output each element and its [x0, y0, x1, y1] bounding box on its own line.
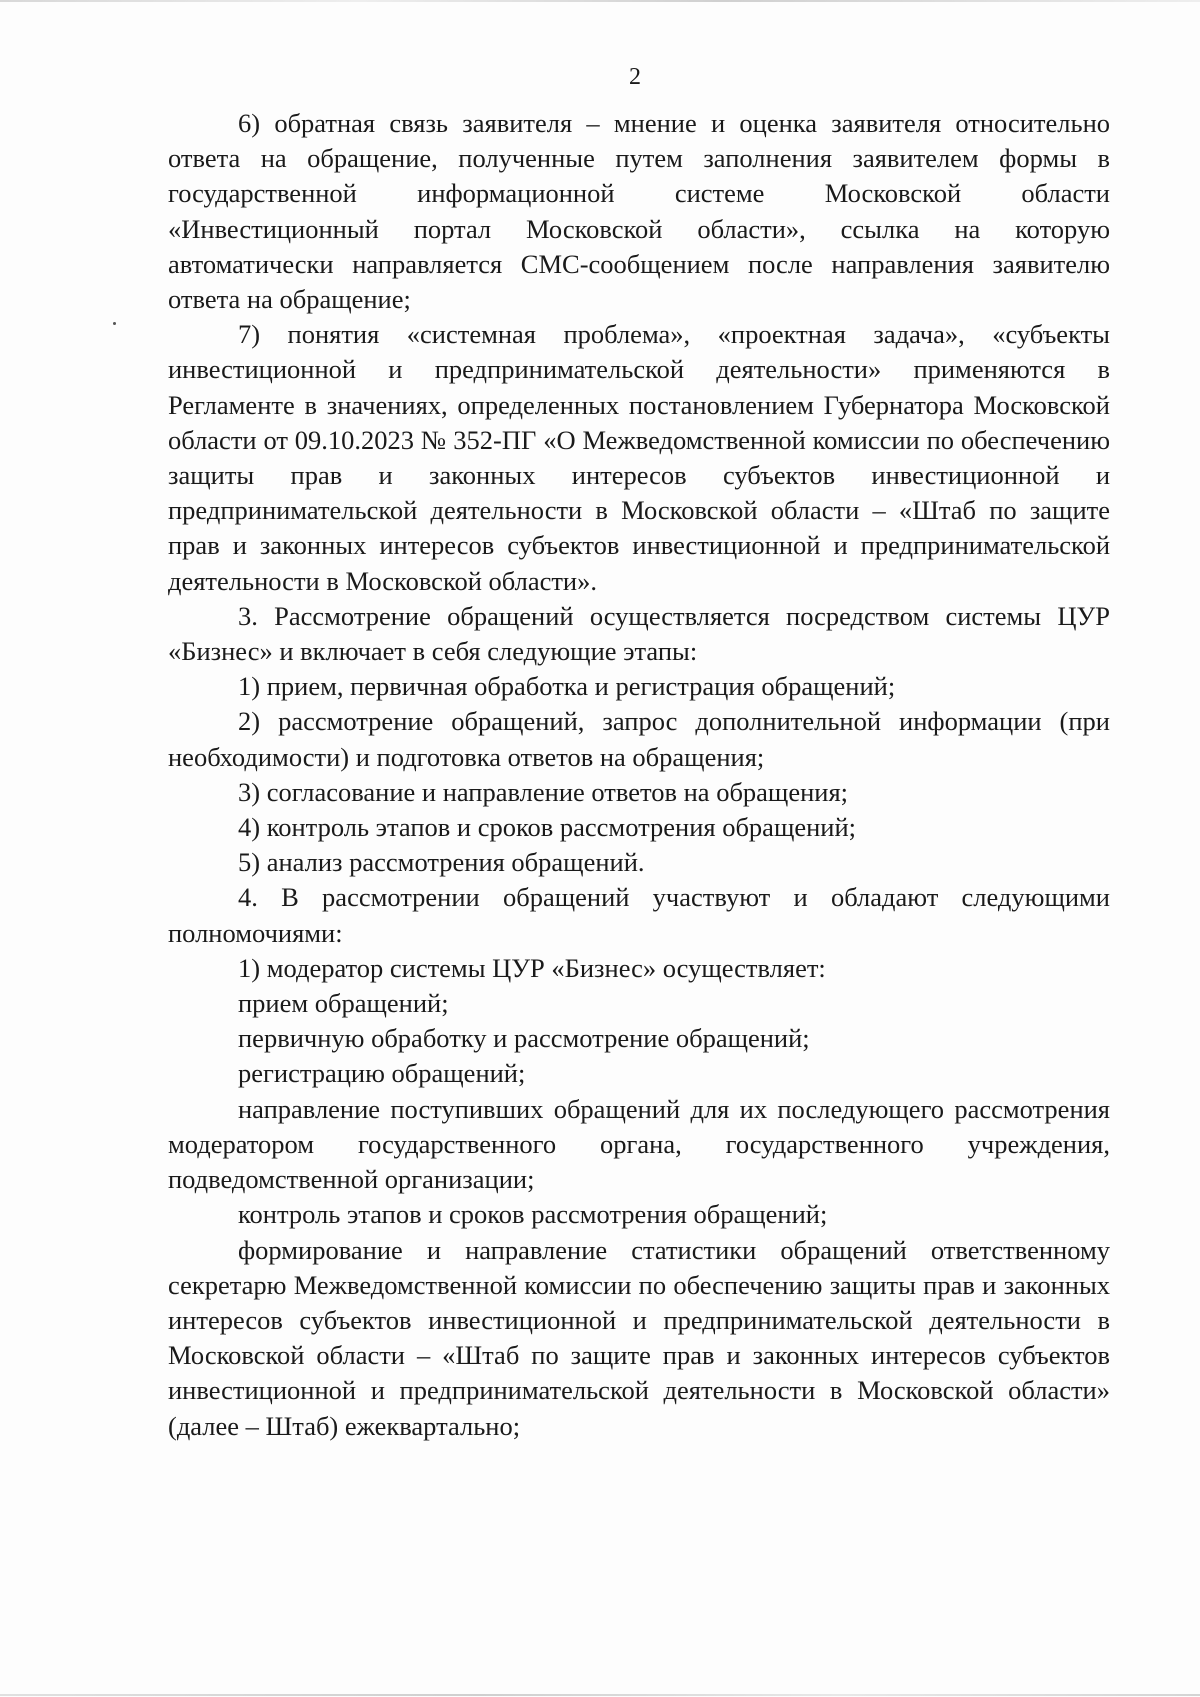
- scan-edge-top: [0, 0, 1200, 2]
- paragraph-review-stages-intro: 3. Рассмотрение обращений осуществляется посредством системы ЦУР «Бизнес» и включает в себя следующие этапы:: [168, 600, 1110, 667]
- scan-edge-bottom: [0, 1694, 1200, 1696]
- paragraph-feedback-definition: 6) обратная связь заявителя – мнение и оценка заявителя относительно ответа на обращение, полученные путем заполнения заявителем формы в государственной информационной системе Московской области «Инвестиционный портал Московской области», ссылка на которую автоматически направляется СМС-сообщением после направления заявителю ответа на обращение;: [168, 108, 1110, 315]
- paragraph-duty-reception: прием обращений;: [238, 988, 449, 1019]
- scan-speck: [113, 322, 116, 325]
- paragraph-concepts-definition: 7) понятия «системная проблема», «проектная задача», «субъекты инвестиционной и предпринимательской деятельности» применяются в Регламенте в значениях, определенных постановлением Губернатора Московской области от 09.10.2023 № 352-ПГ «О Межведомственной комиссии по обеспечению защиты прав и законных интересов субъектов инвестиционной и предпринимательской деятельности в Московской области – «Штаб по защите прав и законных интересов субъектов инвестиционной и предпринимательской деятельности в Московской области».: [168, 319, 1110, 596]
- paragraph-stage-5: 5) анализ рассмотрения обращений.: [238, 847, 645, 878]
- paragraph-duty-registration: регистрацию обращений;: [238, 1058, 526, 1089]
- paragraph-duty-control: контроль этапов и сроков рассмотрения обращений;: [238, 1199, 828, 1230]
- paragraph-participants-intro: 4. В рассмотрении обращений участвуют и обладают следующими полномочиями:: [168, 882, 1110, 948]
- paragraph-duty-processing: первичную обработку и рассмотрение обращений;: [238, 1023, 810, 1054]
- paragraph-moderator-duties: 1) модератор системы ЦУР «Бизнес» осуществляет:: [238, 952, 826, 983]
- document-body: [168, 106, 1110, 1444]
- paragraph-stage-1: 1) прием, первичная обработка и регистрация обращений;: [238, 671, 896, 702]
- paragraph-duty-statistics: формирование и направление статистики обращений ответственному секретарю Межведомственной комиссии по обеспечению защиты прав и законных интересов субъектов инвестиционной и предпринимательской деятельности в Московской области – «Штаб по защите прав и законных интересов субъектов инвестиционной и предпринимательской деятельности в Московской области» (далее – Штаб) ежеквартально;: [168, 1234, 1110, 1441]
- page-number: 2: [629, 64, 641, 90]
- paragraph-stage-3: 3) согласование и направление ответов на обращения;: [238, 776, 849, 807]
- paragraph-duty-forwarding: направление поступивших обращений для их последующего рассмотрения модератором государственного органа, государственного учреждения, подведомственной организации;: [168, 1093, 1110, 1195]
- paragraph-stage-2: 2) рассмотрение обращений, запрос дополнительной информации (при необходимости) и подготовка ответов на обращения;: [168, 706, 1110, 772]
- paragraph-stage-4: 4) контроль этапов и сроков рассмотрения обращений;: [238, 812, 857, 843]
